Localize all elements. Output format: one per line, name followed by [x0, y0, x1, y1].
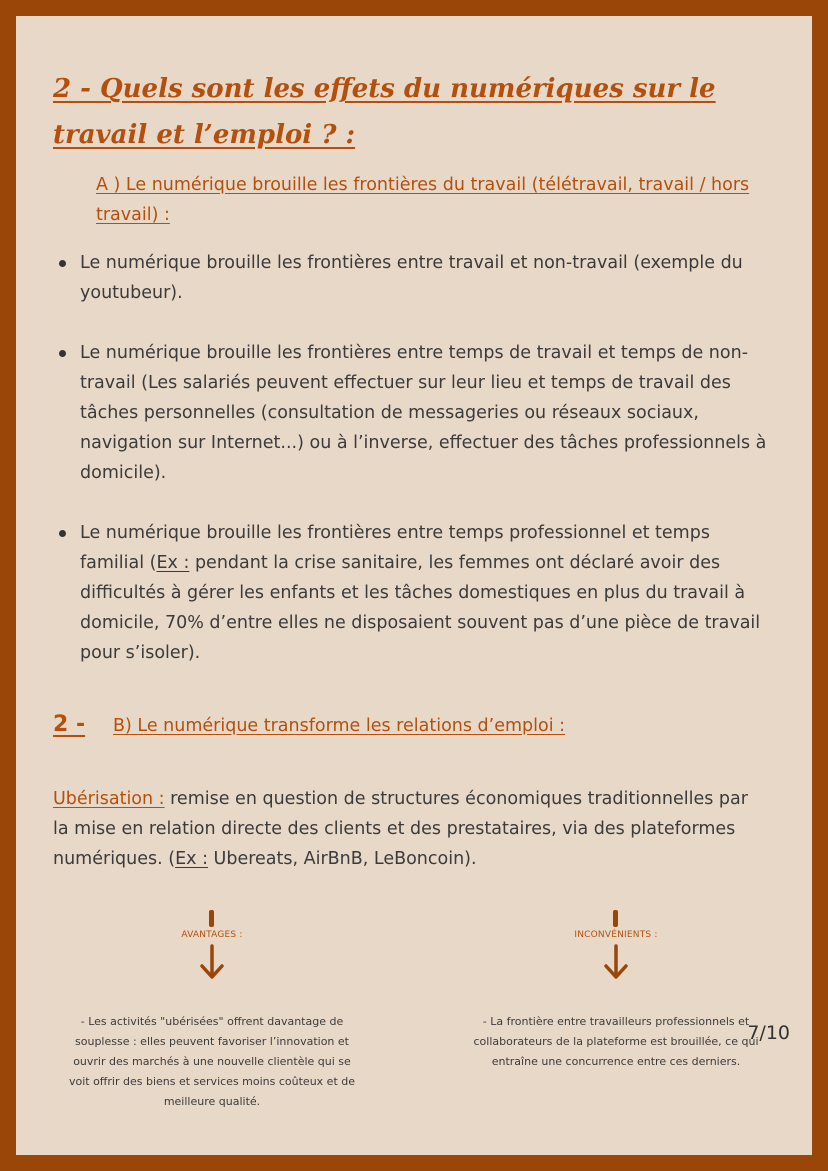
bullet-text-prefix: Le numérique brouille les frontières entre temps professionnel et temps familial ( — [80, 523, 710, 573]
arrow-stem-icon — [613, 910, 618, 927]
bullet-item — [54, 248, 774, 308]
arrow-stem-icon — [209, 910, 214, 927]
bullet-text: Le numérique brouille les frontières entre travail et non-travail (exemple du youtubeur). — [80, 253, 743, 303]
section-number: 2 - — [53, 712, 86, 737]
arrow-down-icon — [603, 944, 629, 980]
uberisation-term: Ubérisation : — [53, 789, 165, 809]
bullet-list — [54, 248, 774, 698]
uberisation-examples: Ubereats, AirBnB, LeBoncoin). — [207, 849, 477, 869]
bullet-item — [54, 338, 774, 488]
advantages-text: - Les activités "ubérisées" offrent davantage de souplesse : elles peuvent favoriser l’innovation et ouvrir des marchés à une nouvelle clientèle qui se voit offrir des biens et services moins coûteux et de meilleure qualité. — [68, 1015, 356, 1108]
uberisation-paragraph — [53, 784, 769, 874]
section-b-heading — [53, 712, 773, 737]
page-title: 2 - Quels sont les effets du numériques sur le travail et l’emploi ? : — [53, 74, 716, 150]
advantages-label: AVANTAGES : — [181, 930, 243, 940]
disadvantages-arrow — [466, 906, 766, 978]
bullet-text-suffix: pendant la crise sanitaire, les femmes ont déclaré avoir des difficultés à gérer les enfants et les tâches domestiques en plus du travail à domicile, 70% d’entre elles ne disposaient souvent pas d’une pièce de travail pour s’isoler). — [80, 553, 761, 663]
bullet-text: Le numérique brouille les frontières entre temps de travail et temps de non-travail (Les salariés peuvent effectuer sur leur lieu et temps de travail des tâches personnelles (consultation de messageries ou réseaux sociaux, navigation sur Internet...) ou à l’inverse, effectuer des tâches professionnels à domicile). — [80, 343, 767, 483]
disadvantages-label: INCONVÉNIENTS : — [574, 930, 658, 940]
uberisation-definition: remise en question de structures économiques traditionnelles par la mise en relation directe des clients et des prestataires, via des plateformes numériques. ( — [53, 789, 748, 869]
arrow-down-icon — [199, 944, 225, 980]
example-label: Ex : — [175, 849, 208, 869]
subsection-a-heading: A ) Le numérique brouille les frontières du travail (télétravail, travail / hors travail) : — [96, 175, 750, 225]
section-b-label: B) Le numérique transforme les relations d’emploi : — [113, 716, 566, 736]
page-number: 7/10 — [747, 1022, 790, 1044]
page — [16, 16, 812, 1155]
advantages-arrow — [62, 906, 362, 978]
disadvantages-text: - La frontière entre travailleurs professionnels et collaborateurs de la plateforme est brouillée, ce qui entraîne une concurrence entre ces derniers. — [473, 1015, 759, 1068]
disadvantages-column — [466, 906, 766, 1072]
advantages-column — [62, 906, 362, 1112]
example-label: Ex : — [156, 553, 190, 573]
bullet-item — [54, 518, 774, 668]
